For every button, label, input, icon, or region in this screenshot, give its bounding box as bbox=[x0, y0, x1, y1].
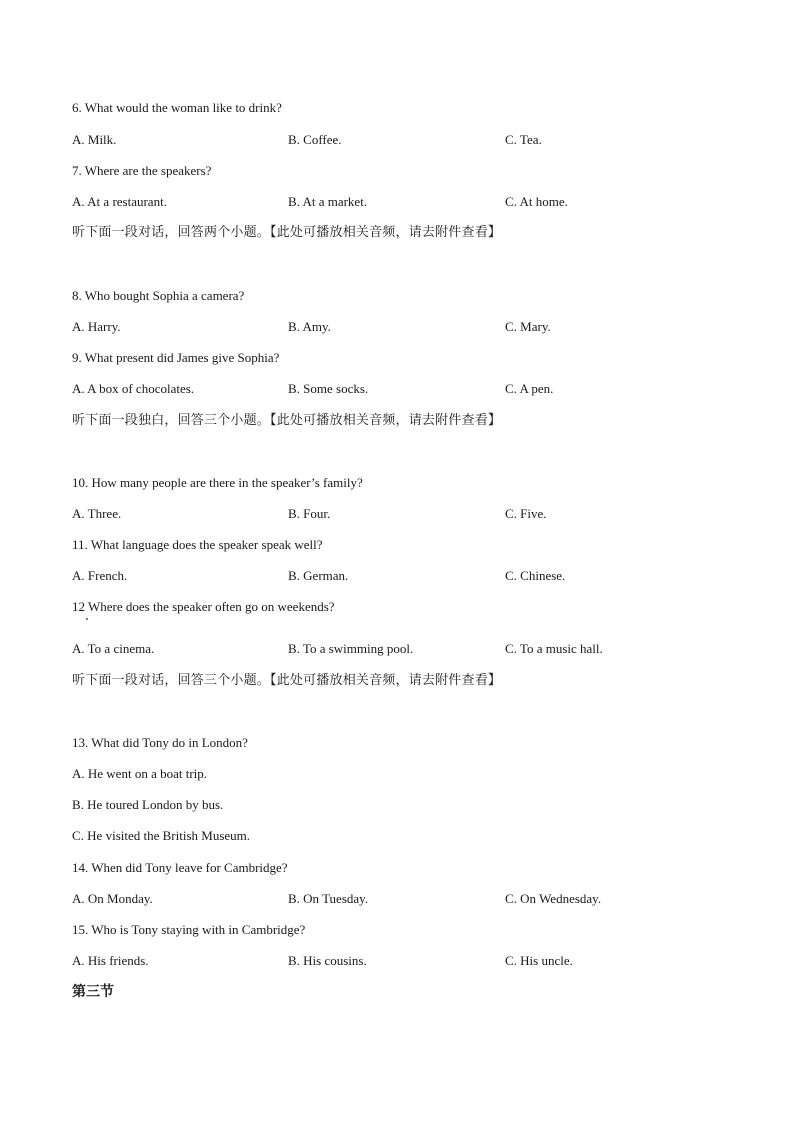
option-a: A. Milk. bbox=[72, 132, 117, 147]
question-8: 8. Who bought Sophia a camera? bbox=[72, 288, 245, 303]
question-12: 12 Where does the speaker often go on weekends? bbox=[72, 599, 335, 614]
option-c: C. To a music hall. bbox=[505, 641, 603, 656]
option-c: C. At home. bbox=[505, 194, 568, 209]
option-c: C. Mary. bbox=[505, 319, 551, 334]
option-c: C. Tea. bbox=[505, 132, 542, 147]
option-a: A. On Monday. bbox=[72, 891, 153, 906]
option-a: A. Harry. bbox=[72, 319, 121, 334]
question-7: 7. Where are the speakers? bbox=[72, 163, 212, 178]
question-9-options bbox=[72, 381, 772, 397]
question-9: 9. What present did James give Sophia? bbox=[72, 350, 280, 365]
question-10: 10. How many people are there in the speaker’s family? bbox=[72, 475, 363, 490]
question-15-options bbox=[72, 953, 772, 969]
option-c: C. Five. bbox=[505, 506, 547, 521]
option-c: C. On Wednesday. bbox=[505, 891, 602, 906]
option-b: B. He toured London by bus. bbox=[72, 797, 224, 812]
question-12-options bbox=[72, 641, 772, 657]
question-7-options bbox=[72, 194, 772, 210]
listening-instruction: 听下面一段对话，回答三个小题。【此处可播放相关音频，请去附件查看】 bbox=[72, 673, 502, 688]
option-b: B. Coffee. bbox=[288, 132, 342, 147]
option-c: C. Chinese. bbox=[505, 568, 566, 583]
stray-dot bbox=[86, 618, 88, 620]
listening-instruction: 听下面一段对话，回答两个小题。【此处可播放相关音频，请去附件查看】 bbox=[72, 225, 502, 240]
option-a: A. At a restaurant. bbox=[72, 194, 167, 209]
section-heading: 第三节 bbox=[72, 984, 114, 1000]
option-b: B. Some socks. bbox=[288, 381, 369, 396]
question-8-options bbox=[72, 319, 772, 335]
option-a: A. French. bbox=[72, 568, 128, 583]
question-11-options bbox=[72, 568, 772, 584]
option-a: A. A box of chocolates. bbox=[72, 381, 195, 396]
option-b: B. Amy. bbox=[288, 319, 331, 334]
listening-instruction: 听下面一段独白，回答三个小题。【此处可播放相关音频，请去附件查看】 bbox=[72, 413, 502, 428]
question-10-options bbox=[72, 506, 772, 522]
question-11: 11. What language does the speaker speak well? bbox=[72, 537, 323, 552]
option-b: B. Four. bbox=[288, 506, 331, 521]
option-b: B. At a market. bbox=[288, 194, 368, 209]
option-a: A. Three. bbox=[72, 506, 122, 521]
question-14-options bbox=[72, 891, 772, 907]
question-6-options bbox=[72, 132, 772, 148]
question-6: 6. What would the woman like to drink? bbox=[72, 100, 282, 115]
option-c: C. A pen. bbox=[505, 381, 554, 396]
option-b: B. On Tuesday. bbox=[288, 891, 369, 906]
option-a: A. He went on a boat trip. bbox=[72, 766, 208, 781]
question-15: 15. Who is Tony staying with in Cambridge? bbox=[72, 922, 306, 937]
option-b: B. German. bbox=[288, 568, 349, 583]
option-c: C. He visited the British Museum. bbox=[72, 828, 251, 843]
question-13: 13. What did Tony do in London? bbox=[72, 735, 248, 750]
option-a: A. To a cinema. bbox=[72, 641, 155, 656]
option-a: A. His friends. bbox=[72, 953, 149, 968]
option-c: C. His uncle. bbox=[505, 953, 573, 968]
option-b: B. His cousins. bbox=[288, 953, 367, 968]
option-b: B. To a swimming pool. bbox=[288, 641, 414, 656]
question-14: 14. When did Tony leave for Cambridge? bbox=[72, 860, 288, 875]
